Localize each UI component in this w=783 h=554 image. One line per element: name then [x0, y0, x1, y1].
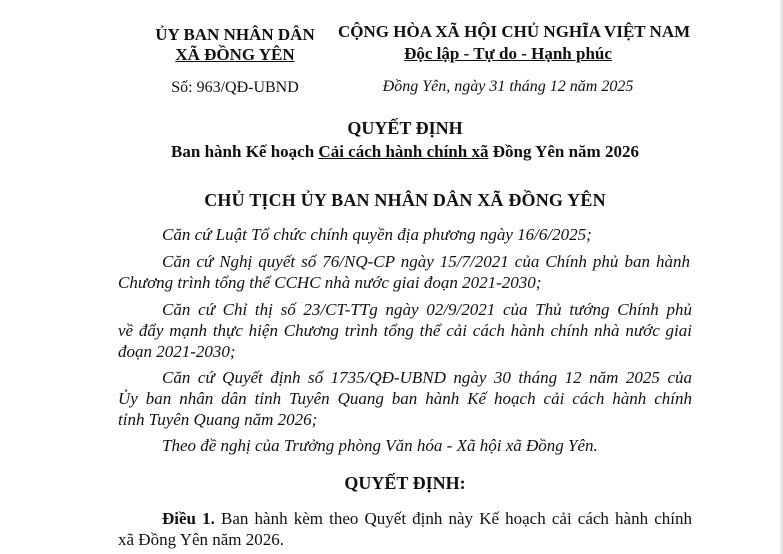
basis-decision-line1: Căn cứ Quyết định số 1735/QĐ-UBND ngày 30 tháng 12 năm 2025 của	[162, 368, 692, 387]
document-title: QUYẾT ĐỊNH	[347, 118, 463, 138]
basis-decision-line3: tỉnh Tuyên Quang năm 2026;	[118, 410, 318, 429]
basis-decision-line2: Ủy ban nhân dân tỉnh Tuyên Quang ban hành Kế hoạch cải cách hành chính	[118, 389, 692, 408]
article-1-label: Điều 1.	[162, 509, 215, 528]
article-1-line1	[162, 509, 692, 529]
issuing-authority-line1: ỦY BAN NHÂN DÂN	[155, 25, 315, 44]
issuing-authority-commune: XÃ ĐỒNG YÊN	[175, 45, 295, 64]
signing-authority: CHỦ TỊCH ỦY BAN NHÂN DÂN XÃ ĐỒNG YÊN	[204, 190, 606, 210]
basis-resolution-line1: Căn cứ Nghị quyết số 76/NQ-CP ngày 15/7/2021 của Chính phủ ban hành	[162, 252, 690, 271]
national-title: CỘNG HÒA XÃ HỘI CHỦ NGHĨA VIỆT NAM	[338, 22, 691, 41]
decision-heading: QUYẾT ĐỊNH:	[344, 473, 466, 493]
subtitle-part-2: Đồng Yên năm 2026	[488, 142, 639, 161]
document-subtitle	[120, 142, 690, 162]
basis-directive-line3: đoạn 2021-2030;	[118, 342, 236, 361]
basis-resolution-line2: Chương trình tổng thể CCHC nhà nước giai đoạn 2021-2030;	[118, 273, 542, 292]
national-motto	[338, 44, 678, 64]
document-number: Số: 963/QĐ-UBND	[171, 79, 299, 96]
basis-proposal: Theo đề nghị của Trưởng phòng Văn hóa - Xã hội xã Đồng Yên.	[162, 436, 598, 455]
issuing-authority-line2	[120, 45, 350, 65]
basis-directive-line1: Căn cứ Chỉ thị số 23/CT-TTg ngày 02/9/2021 của Thủ tướng Chính phủ	[162, 300, 692, 319]
national-motto-text: Độc lập - Tự do - Hạnh phúc	[404, 44, 612, 63]
subtitle-part-1: Ban hành Kế hoạch	[171, 142, 319, 161]
article-1-line2: xã Đồng Yên năm 2026.	[118, 530, 285, 549]
place-and-date: Đồng Yên, ngày 31 tháng 12 năm 2025	[382, 78, 634, 95]
article-1-text: Ban hành kèm theo Quyết định này Kế hoạch cải cách hành chính	[214, 509, 693, 528]
basis-directive-line2: về đẩy mạnh thực hiện Chương trình tổng thể cải cách hành chính nhà nước giai	[118, 321, 692, 340]
subtitle-underlined: Cải cách hành chính xã	[318, 142, 489, 161]
basis-law: Căn cứ Luật Tổ chức chính quyền địa phương ngày 16/6/2025;	[162, 225, 592, 244]
